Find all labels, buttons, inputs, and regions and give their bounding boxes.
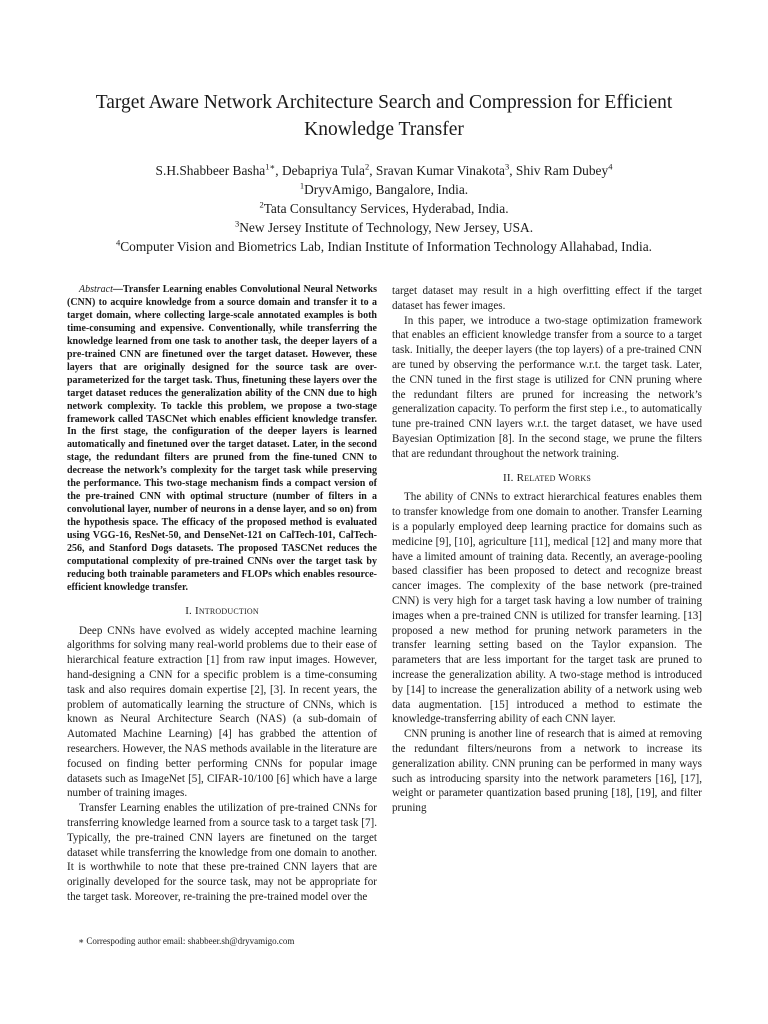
body-paragraph: The ability of CNNs to extract hierarchical features enables them to transfer knowledge from one domain to another. Transfer Learning is a popularly employed deep learning practice for domains such as medicine [9], [10], agriculture [11], medical [12] and many more that have a limited amount of training data. Recently, an average-pooling based classifier has been proposed to detect and recognize breast cancer images. The complexity of the base network (pre-trained CNN) is very high for a target task having a low number of training images when a pre-trained CNN is utilized for transfer learning. [13] proposed a new method for pruning network parameters in the transfer learning setting based on the Taylor expansion. The parameters that are less important for the target task are pruned to increase the generalization ability. A two-stage method is introduced by [14] to increase the generalization ability of a network using web data augmentation. [15] introduced a method to estimate the knowledge-transferring ability of each CNN layer. (392, 491, 702, 726)
abstract-dash: — (112, 284, 123, 295)
author-block (40, 161, 728, 256)
affiliation-marker: 2 (259, 199, 264, 210)
author-marker: 4 (608, 161, 613, 172)
affiliation (40, 199, 728, 218)
affiliation-text: Computer Vision and Biometrics Lab, Indian Institute of Information Technology Allahabad, India. (120, 239, 653, 254)
abstract-text: Transfer Learning enables Convolutional Neural Networks (CNN) to acquire knowledge from a source domain and transfer it to a target domain, where collecting large-scale annotated examples is both time-consuming and expensive. Conventionally, while transferring the knowledge learned from one task to another task, the deeper layers of a pre-trained CNN are finetuned over the target dataset. However, these layers that are originally designed for the source task are over-parameterized for the target task. Thus, finetuning these layers over the target dataset reduces the generalization ability of the CNN due to high network complexity. To tackle this problem, we propose a two-stage framework called TASCNet which enables efficient knowledge transfer. In the first stage, the configuration of the deeper layers is learned automatically and finetuned over the target dataset. Later, in the second stage, the redundant filters are pruned from the fine-tuned CNN to decrease the network’s complexity for the target task while preserving the performance. This two-stage mechanism finds a compact version of the pre-trained CNN with optimal structure (number of filters in a convolutional layer, number of neurons in a dense layer, and so on) from the hypothesis space. The efficacy of the proposed method is evaluated using VGG-16, ResNet-50, and DenseNet-121 on CalTech-101, CalTech-256, and Stanford Dogs datasets. The proposed TASCNet reduces the computational complexity of pre-trained CNNs over the target task by reducing both trainable parameters and FLOPs which enables resource-efficient knowledge transfer. (67, 284, 377, 593)
footnote-text: Correspoding author email: shabbeer.sh@dryvamigo.com (84, 936, 295, 946)
section-number: I. (185, 604, 193, 617)
affiliation (40, 237, 728, 256)
section-title: Related Works (516, 471, 592, 484)
title-line-1: Target Aware Network Architecture Search and Compression for Efficient (95, 92, 673, 113)
section-heading-introduction (67, 604, 377, 619)
section-heading-related-works (392, 471, 702, 486)
section-title: Introduction (194, 604, 259, 617)
affiliation (40, 218, 728, 237)
body-paragraph: Deep CNNs have evolved as widely accepted machine learning algorithms for solving many real-world problems due to their ease of hierarchical feature extraction [1] from raw input images. However, hand-designing a CNN for a specific problem is a time-consuming task and also requires domain expertise [2], [3]. In recent years, the problem of automatically learning the structure of CNNs, which is known as Neural Architecture Search (NAS) (a sub-domain of Automated Machine Learning) [4] has grabbed the attention of researchers. However, the NAS methods available in the literature are focused on finding better performing CNNs for popular image datasets such as ImageNet [5], CIFAR-10/100 [6] which have a large number of training images. (67, 624, 377, 800)
left-column (67, 284, 377, 905)
affiliation (40, 180, 728, 199)
author-name: S.H.Shabbeer Basha (155, 163, 266, 178)
author-name: , Sravan Kumar Vinakota (369, 163, 505, 178)
body-paragraph: Transfer Learning enables the utilization of pre-trained CNNs for transferring knowledge learned from a source task to a target task [7]. Typically, the pre-trained CNN layers are finetuned on the target dataset while transferring the knowledge from one domain to another. It is worthwhile to note that these pre-trained CNN layers that are originally developed for the source task, may not be appropriate for the target task. Moreover, re-training the pre-trained model over the (67, 802, 377, 904)
paper-title (60, 89, 708, 143)
footnote (78, 935, 378, 947)
author-name: , Debapriya Tula (275, 163, 365, 178)
abstract (67, 284, 377, 595)
abstract-label: Abstract (79, 284, 113, 295)
body-paragraph: CNN pruning is another line of research that is aimed at removing the redundant filters/neurons from a network to increase its generalization ability. CNN pruning can be performed in many ways such as introducing sparsity into the network parameters [16], [17], weight or parameter quantization based pruning [18], [19], and filter pruning (392, 728, 702, 815)
affiliation-marker: 1 (299, 180, 305, 191)
title-line-2: Knowledge Transfer (304, 119, 464, 140)
author-marker: 2 (364, 161, 370, 172)
section-number: II. (502, 471, 514, 484)
affiliation-text: New Jersey Institute of Technology, New Jersey, USA. (239, 220, 534, 235)
affiliation-marker: 3 (234, 218, 240, 229)
author-name: , Shiv Ram Dubey (509, 163, 609, 178)
affiliation-text: Tata Consultancy Services, Hyderabad, India. (263, 201, 509, 216)
author-marker: 3 (504, 161, 510, 172)
body-paragraph-continued: target dataset may result in a high overfitting effect if the target dataset has fewer images. (392, 285, 702, 312)
right-column (392, 284, 702, 816)
body-paragraph: In this paper, we introduce a two-stage optimization framework that enables an efficient knowledge transfer from a source to a target task. Initially, the deeper layers (the top layers) of a pre-trained CNN are tuned by observing the performance w.r.t. the target task. Later, the CNN tuned in the first stage is utilized for CNN pruning where the redundant filters are pruned for increasing the network’s generalization capacity. To perform the first step i.e., to automatically tune pre-trained CNN layers w.r.t. the target dataset, we have used Bayesian Optimization [8]. In the second stage, we prune the filters that are redundant throughout the network training. (392, 314, 702, 460)
footnote-marker: ∗ (78, 936, 85, 946)
author-list (40, 161, 728, 180)
author-marker: 1∗ (265, 161, 276, 172)
affiliation-text: DryvAmigo, Bangalore, India. (304, 182, 469, 197)
affiliation-marker: 4 (115, 237, 121, 248)
